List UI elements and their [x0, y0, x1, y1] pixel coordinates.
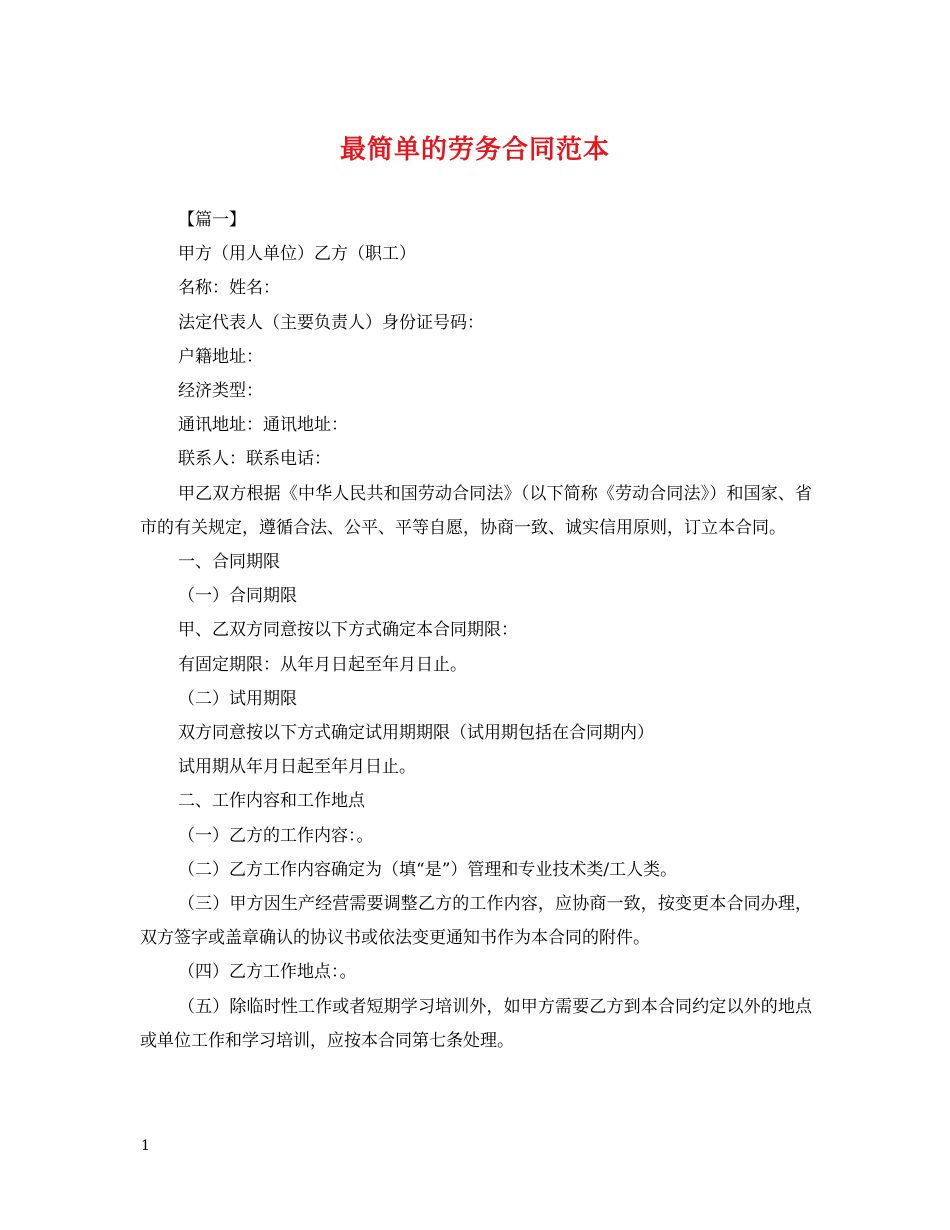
paragraph: 一、合同期限: [178, 552, 280, 573]
paragraph: 通讯地址：通讯地址：: [178, 415, 348, 436]
paragraph: 二、工作内容和工作地点: [178, 791, 365, 812]
paragraph: （四）乙方工作地点：。: [178, 962, 357, 983]
paragraph: 有固定期限：从年月日起至年月日止。: [178, 654, 467, 675]
paragraph: 户籍地址：: [178, 346, 263, 367]
page-number: 1: [141, 1138, 150, 1154]
paragraph: 经济类型：: [178, 381, 263, 402]
paragraph: 双方同意按以下方式确定试用期期限（试用期包括在合同期内）: [178, 723, 654, 744]
paragraph: （二）乙方工作内容确定为（填“是”）管理和专业技术类/工人类。: [178, 859, 678, 880]
paragraph: 名称：姓名：: [178, 278, 280, 299]
paragraph: 【篇一】: [178, 210, 246, 230]
paragraph: 甲、乙双方同意按以下方式确定本合同期限：: [178, 620, 518, 641]
paragraph: （五）除临时性工作或者短期学习培训外，如甲方需要乙方到本合同约定以外的地点或单位工作和学习培训，应按本合同第七条处理。: [140, 996, 812, 1051]
document-body: [140, 203, 812, 1058]
paragraph: （三）甲方因生产经营需要调整乙方的工作内容，应协商一致，按变更本合同办理，双方签字或盖章确认的协议书或依法变更通知书作为本合同的附件。: [140, 894, 812, 949]
paragraph: （一）乙方的工作内容：。: [178, 825, 374, 846]
paragraph: （二）试用期限: [178, 688, 297, 709]
paragraph: 甲乙双方根据《中华人民共和国劳动合同法》（以下简称《劳动合同法》）和国家、省市的有关规定，遵循合法、公平、平等自愿，协商一致、诚实信用原则，订立本合同。: [140, 483, 812, 538]
paragraph: （一）合同期限: [178, 586, 297, 607]
paragraph: 法定代表人（主要负责人）身份证号码：: [178, 312, 484, 333]
paragraph: 甲方（用人单位）乙方（职工）: [178, 244, 416, 265]
paragraph: 试用期从年月日起至年月日止。: [178, 757, 416, 778]
paragraph: 联系人：联系电话：: [178, 449, 331, 470]
document-title: 最简单的劳务合同范本: [339, 135, 610, 165]
